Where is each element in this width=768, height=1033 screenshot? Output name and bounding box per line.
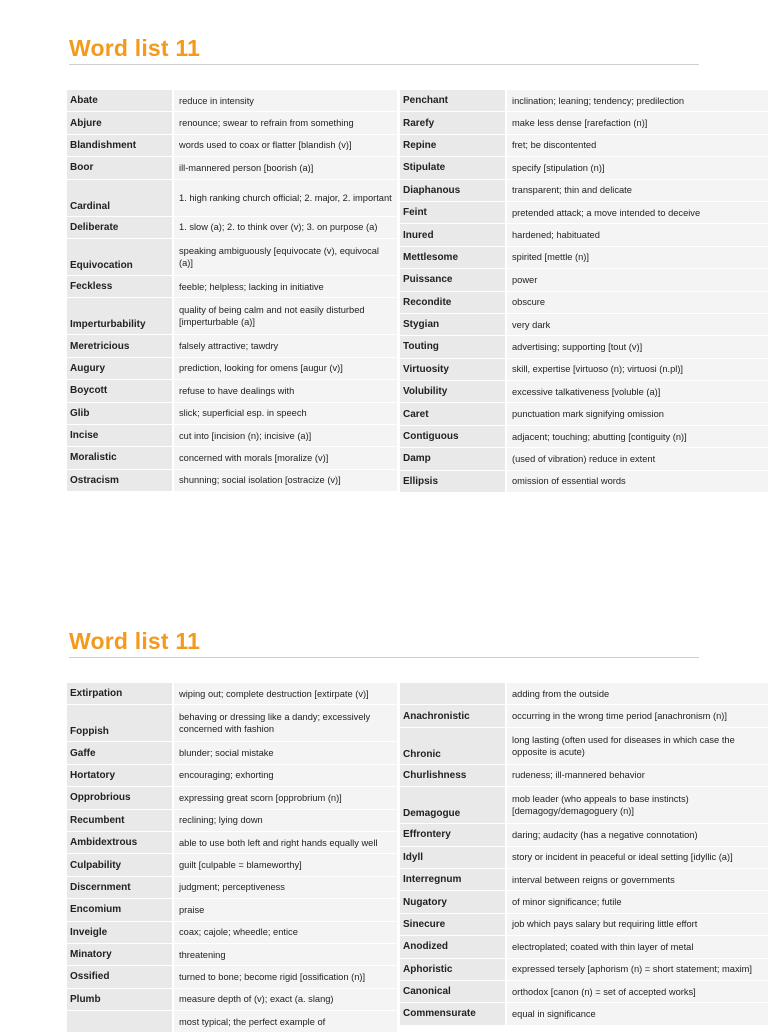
definition-cell: of minor significance; futile bbox=[507, 891, 768, 912]
definition-cell: fret; be discontented bbox=[507, 135, 768, 156]
table-row bbox=[400, 269, 768, 291]
term-cell: Effrontery bbox=[400, 824, 507, 845]
table-row bbox=[67, 470, 397, 492]
definition-cell: expressed tersely [aphorism (n) = short statement; maxim] bbox=[507, 959, 768, 980]
table-row bbox=[400, 683, 768, 705]
definition-cell: inclination; leaning; tendency; predilection bbox=[507, 90, 768, 111]
term-cell: Puissance bbox=[400, 269, 507, 290]
table-row bbox=[400, 705, 768, 727]
table-row bbox=[400, 448, 768, 470]
table-row bbox=[400, 336, 768, 358]
term-cell: Ostracism bbox=[67, 470, 174, 491]
term-cell: Foppish bbox=[67, 705, 174, 741]
term-cell: Touting bbox=[400, 336, 507, 357]
term-cell: Meretricious bbox=[67, 335, 174, 356]
table-row bbox=[67, 157, 397, 179]
term-cell: Equivocation bbox=[67, 239, 174, 275]
table-row bbox=[67, 180, 397, 217]
table-row bbox=[400, 869, 768, 891]
definition-cell: occurring in the wrong time period [anachronism (n)] bbox=[507, 705, 768, 726]
definition-cell: adding from the outside bbox=[507, 683, 768, 704]
term-cell: Canonical bbox=[400, 981, 507, 1002]
table-row bbox=[67, 239, 397, 276]
definition-cell: guilt [culpable = blameworthy] bbox=[174, 854, 397, 875]
definition-cell: obscure bbox=[507, 292, 768, 313]
definition-cell: coax; cajole; wheedle; entice bbox=[174, 922, 397, 943]
table-row bbox=[67, 1011, 397, 1033]
term-cell: Imperturbability bbox=[67, 298, 174, 334]
definition-cell: advertising; supporting [tout (v)] bbox=[507, 336, 768, 357]
term-cell: Nugatory bbox=[400, 891, 507, 912]
definition-cell: job which pays salary but requiring little effort bbox=[507, 914, 768, 935]
definition-cell: slick; superficial esp. in speech bbox=[174, 403, 397, 424]
definition-cell: measure depth of (v); exact (a. slang) bbox=[174, 989, 397, 1010]
definition-cell: wiping out; complete destruction [extirpate (v)] bbox=[174, 683, 397, 704]
table-row bbox=[67, 787, 397, 809]
definition-cell: behaving or dressing like a dandy; excessively concerned with fashion bbox=[174, 705, 397, 741]
definition-cell: most typical; the perfect example of bbox=[174, 1011, 397, 1032]
definition-cell: able to use both left and right hands equally well bbox=[174, 832, 397, 853]
table-row bbox=[400, 202, 768, 224]
table-row bbox=[400, 224, 768, 246]
term-cell: Deliberate bbox=[67, 217, 174, 238]
title-divider bbox=[69, 64, 699, 65]
term-cell: Blandishment bbox=[67, 135, 174, 156]
section-title: Word list 11 bbox=[69, 35, 201, 61]
word-table-right bbox=[400, 683, 768, 1026]
definition-cell: cut into [incision (n); incisive (a)] bbox=[174, 425, 397, 446]
term-cell: Ambidextrous bbox=[67, 832, 174, 853]
table-row bbox=[67, 335, 397, 357]
term-cell: Anachronistic bbox=[400, 705, 507, 726]
term-cell: Gaffe bbox=[67, 742, 174, 763]
definition-cell: 1. slow (a); 2. to think over (v); 3. on purpose (a) bbox=[174, 217, 397, 238]
definition-cell: turned to bone; become rigid [ossification (n)] bbox=[174, 966, 397, 987]
definition-cell: hardened; habituated bbox=[507, 224, 768, 245]
term-cell: Penchant bbox=[400, 90, 507, 111]
definition-cell: electroplated; coated with thin layer of metal bbox=[507, 936, 768, 957]
table-row bbox=[400, 247, 768, 269]
term-cell: Rarefy bbox=[400, 112, 507, 133]
definition-cell: equal in significance bbox=[507, 1003, 768, 1024]
title-divider bbox=[69, 657, 699, 658]
term-cell: Commensurate bbox=[400, 1003, 507, 1024]
definition-cell: refuse to have dealings with bbox=[174, 380, 397, 401]
table-row bbox=[400, 157, 768, 179]
table-row bbox=[400, 824, 768, 846]
table-row bbox=[400, 959, 768, 981]
table-row bbox=[67, 683, 397, 705]
term-cell: Opprobrious bbox=[67, 787, 174, 808]
table-row bbox=[400, 936, 768, 958]
term-cell: Extirpation bbox=[67, 683, 174, 704]
table-row bbox=[400, 112, 768, 134]
definition-cell: encouraging; exhorting bbox=[174, 765, 397, 786]
term-cell: Stygian bbox=[400, 314, 507, 335]
definition-cell: threatening bbox=[174, 944, 397, 965]
definition-cell: specify [stipulation (n)] bbox=[507, 157, 768, 178]
table-row bbox=[67, 298, 397, 335]
term-cell: Diaphanous bbox=[400, 180, 507, 201]
term-cell: Abate bbox=[67, 90, 174, 111]
table-row bbox=[400, 787, 768, 824]
table-row bbox=[67, 832, 397, 854]
table-row bbox=[400, 403, 768, 425]
term-cell bbox=[67, 1011, 174, 1032]
table-row bbox=[67, 112, 397, 134]
term-cell: Recondite bbox=[400, 292, 507, 313]
term-cell: Inveigle bbox=[67, 922, 174, 943]
table-row bbox=[400, 891, 768, 913]
term-cell: Feint bbox=[400, 202, 507, 223]
word-table-left bbox=[67, 683, 397, 1033]
definition-cell: power bbox=[507, 269, 768, 290]
term-cell: Feckless bbox=[67, 276, 174, 297]
term-cell: Glib bbox=[67, 403, 174, 424]
table-row bbox=[67, 217, 397, 239]
definition-cell: adjacent; touching; abutting [contiguity (n)] bbox=[507, 426, 768, 447]
definition-cell: 1. high ranking church official; 2. major, 2. important bbox=[174, 180, 397, 216]
definition-cell: renounce; swear to refrain from something bbox=[174, 112, 397, 133]
term-cell: Damp bbox=[400, 448, 507, 469]
table-row bbox=[400, 1003, 768, 1025]
definition-cell: story or incident in peaceful or ideal setting [idyllic (a)] bbox=[507, 847, 768, 868]
table-row bbox=[67, 877, 397, 899]
definition-cell: ill-mannered person [boorish (a)] bbox=[174, 157, 397, 178]
table-row bbox=[400, 914, 768, 936]
definition-cell: omission of essential words bbox=[507, 471, 768, 492]
term-cell: Encomium bbox=[67, 899, 174, 920]
definition-cell: rudeness; ill-mannered behavior bbox=[507, 765, 768, 786]
table-row bbox=[67, 358, 397, 380]
table-row bbox=[67, 899, 397, 921]
term-cell: Ossified bbox=[67, 966, 174, 987]
term-cell: Boor bbox=[67, 157, 174, 178]
table-row bbox=[400, 847, 768, 869]
term-cell: Churlishness bbox=[400, 765, 507, 786]
term-cell: Abjure bbox=[67, 112, 174, 133]
term-cell: Culpability bbox=[67, 854, 174, 875]
table-row bbox=[400, 314, 768, 336]
table-row bbox=[67, 944, 397, 966]
table-row bbox=[400, 292, 768, 314]
term-cell: Moralistic bbox=[67, 447, 174, 468]
definition-cell: punctuation mark signifying omission bbox=[507, 403, 768, 424]
word-table-right bbox=[400, 90, 768, 493]
definition-cell: speaking ambiguously [equivocate (v), equivocal (a)] bbox=[174, 239, 397, 275]
table-row bbox=[67, 989, 397, 1011]
term-cell: Boycott bbox=[67, 380, 174, 401]
definition-cell: quality of being calm and not easily disturbed [imperturbable (a)] bbox=[174, 298, 397, 334]
term-cell: Virtuosity bbox=[400, 359, 507, 380]
table-row bbox=[400, 381, 768, 403]
table-row bbox=[400, 135, 768, 157]
term-cell: Volubility bbox=[400, 381, 507, 402]
table-row bbox=[67, 742, 397, 764]
definition-cell: (used of vibration) reduce in extent bbox=[507, 448, 768, 469]
definition-cell: reclining; lying down bbox=[174, 810, 397, 831]
definition-cell: judgment; perceptiveness bbox=[174, 877, 397, 898]
term-cell bbox=[400, 683, 507, 704]
table-row bbox=[400, 981, 768, 1003]
table-row bbox=[400, 728, 768, 765]
section-title: Word list 11 bbox=[69, 628, 201, 654]
table-row bbox=[67, 854, 397, 876]
definition-cell: feeble; helpless; lacking in initiative bbox=[174, 276, 397, 297]
term-cell: Minatory bbox=[67, 944, 174, 965]
term-cell: Anodized bbox=[400, 936, 507, 957]
definition-cell: transparent; thin and delicate bbox=[507, 180, 768, 201]
table-row bbox=[67, 705, 397, 742]
term-cell: Aphoristic bbox=[400, 959, 507, 980]
table-row bbox=[67, 765, 397, 787]
definition-cell: expressing great scorn [opprobrium (n)] bbox=[174, 787, 397, 808]
definition-cell: very dark bbox=[507, 314, 768, 335]
table-row bbox=[67, 922, 397, 944]
table-row bbox=[67, 966, 397, 988]
definition-cell: praise bbox=[174, 899, 397, 920]
term-cell: Recumbent bbox=[67, 810, 174, 831]
table-row bbox=[67, 276, 397, 298]
definition-cell: reduce in intensity bbox=[174, 90, 397, 111]
definition-cell: make less dense [rarefaction (n)] bbox=[507, 112, 768, 133]
definition-cell: blunder; social mistake bbox=[174, 742, 397, 763]
definition-cell: shunning; social isolation [ostracize (v)] bbox=[174, 470, 397, 491]
table-row bbox=[67, 135, 397, 157]
term-cell: Plumb bbox=[67, 989, 174, 1010]
term-cell: Mettlesome bbox=[400, 247, 507, 268]
term-cell: Ellipsis bbox=[400, 471, 507, 492]
term-cell: Sinecure bbox=[400, 914, 507, 935]
table-row bbox=[67, 810, 397, 832]
definition-cell: excessive talkativeness [voluble (a)] bbox=[507, 381, 768, 402]
table-row bbox=[67, 380, 397, 402]
table-row bbox=[400, 359, 768, 381]
definition-cell: pretended attack; a move intended to deceive bbox=[507, 202, 768, 223]
definition-cell: falsely attractive; tawdry bbox=[174, 335, 397, 356]
term-cell: Repine bbox=[400, 135, 507, 156]
table-row bbox=[400, 90, 768, 112]
term-cell: Interregnum bbox=[400, 869, 507, 890]
table-row bbox=[400, 426, 768, 448]
term-cell: Augury bbox=[67, 358, 174, 379]
term-cell: Chronic bbox=[400, 728, 507, 764]
table-row bbox=[400, 180, 768, 202]
term-cell: Demagogue bbox=[400, 787, 507, 823]
table-row bbox=[67, 403, 397, 425]
term-cell: Caret bbox=[400, 403, 507, 424]
term-cell: Idyll bbox=[400, 847, 507, 868]
definition-cell: skill, expertise [virtuoso (n); virtuosi (n.pl)] bbox=[507, 359, 768, 380]
table-row bbox=[400, 471, 768, 493]
definition-cell: words used to coax or flatter [blandish (v)] bbox=[174, 135, 397, 156]
term-cell: Incise bbox=[67, 425, 174, 446]
term-cell: Cardinal bbox=[67, 180, 174, 216]
table-row bbox=[67, 90, 397, 112]
definition-cell: orthodox [canon (n) = set of accepted works] bbox=[507, 981, 768, 1002]
definition-cell: daring; audacity (has a negative connotation) bbox=[507, 824, 768, 845]
table-row bbox=[67, 447, 397, 469]
term-cell: Contiguous bbox=[400, 426, 507, 447]
word-table-left bbox=[67, 90, 397, 492]
table-row bbox=[67, 425, 397, 447]
term-cell: Inured bbox=[400, 224, 507, 245]
term-cell: Discernment bbox=[67, 877, 174, 898]
table-row bbox=[400, 765, 768, 787]
definition-cell: spirited [mettle (n)] bbox=[507, 247, 768, 268]
definition-cell: concerned with morals [moralize (v)] bbox=[174, 447, 397, 468]
definition-cell: interval between reigns or governments bbox=[507, 869, 768, 890]
term-cell: Stipulate bbox=[400, 157, 507, 178]
definition-cell: prediction, looking for omens [augur (v)] bbox=[174, 358, 397, 379]
definition-cell: mob leader (who appeals to base instincts) [demagogy/demagoguery (n)] bbox=[507, 787, 768, 823]
definition-cell: long lasting (often used for diseases in which case the opposite is acute) bbox=[507, 728, 768, 764]
term-cell: Hortatory bbox=[67, 765, 174, 786]
